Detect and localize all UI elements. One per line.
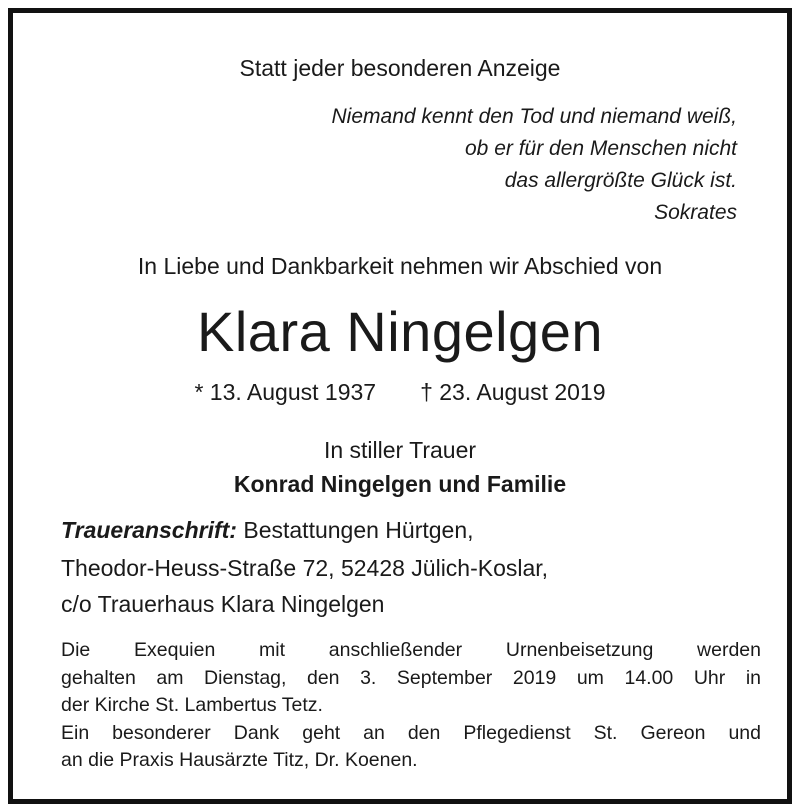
quote-line: ob er für den Menschen nicht <box>465 137 737 160</box>
info-line: gehalten am Dienstag, den 3. September 2019 um 14.00 Uhr in <box>61 666 761 689</box>
mourning-text: In stiller Trauer <box>323 437 477 463</box>
quote-line: das allergrößte Glück ist. <box>504 169 737 192</box>
address-line <box>61 517 474 544</box>
info-line: der Kirche St. Lambertus Tetz. <box>61 694 323 716</box>
intro-text: In Liebe und Dankbarkeit nehmen wir Abschied von <box>137 253 663 279</box>
quote-line: Niemand kennt den Tod und niemand weiß, <box>331 105 737 128</box>
birth-date: * 13. August 1937 <box>194 379 377 405</box>
notice-frame <box>8 8 792 804</box>
headline: Statt jeder besonderen Anzeige <box>239 55 561 81</box>
address-label: Traueranschrift: <box>61 517 237 543</box>
quote-author: Sokrates <box>654 201 737 224</box>
info-line: Ein besonderer Dank geht an den Pflegedienst St. Gereon und <box>61 721 761 744</box>
info-line: an die Praxis Hausärzte Titz, Dr. Koenen. <box>61 749 418 771</box>
death-date: † 23. August 2019 <box>420 379 606 405</box>
address-line: Theodor-Heuss-Straße 72, 52428 Jülich-Koslar, <box>61 555 549 581</box>
address-line: c/o Trauerhaus Klara Ningelgen <box>61 591 385 617</box>
service-info <box>61 637 761 775</box>
info-line: Die Exequien mit anschließender Urnenbeisetzung werden <box>61 639 761 661</box>
address-text: Bestattungen Hürtgen, <box>243 517 474 543</box>
deceased-name: Klara Ningelgen <box>197 300 603 363</box>
family-name: Konrad Ningelgen und Familie <box>233 471 567 497</box>
life-dates <box>13 379 787 406</box>
